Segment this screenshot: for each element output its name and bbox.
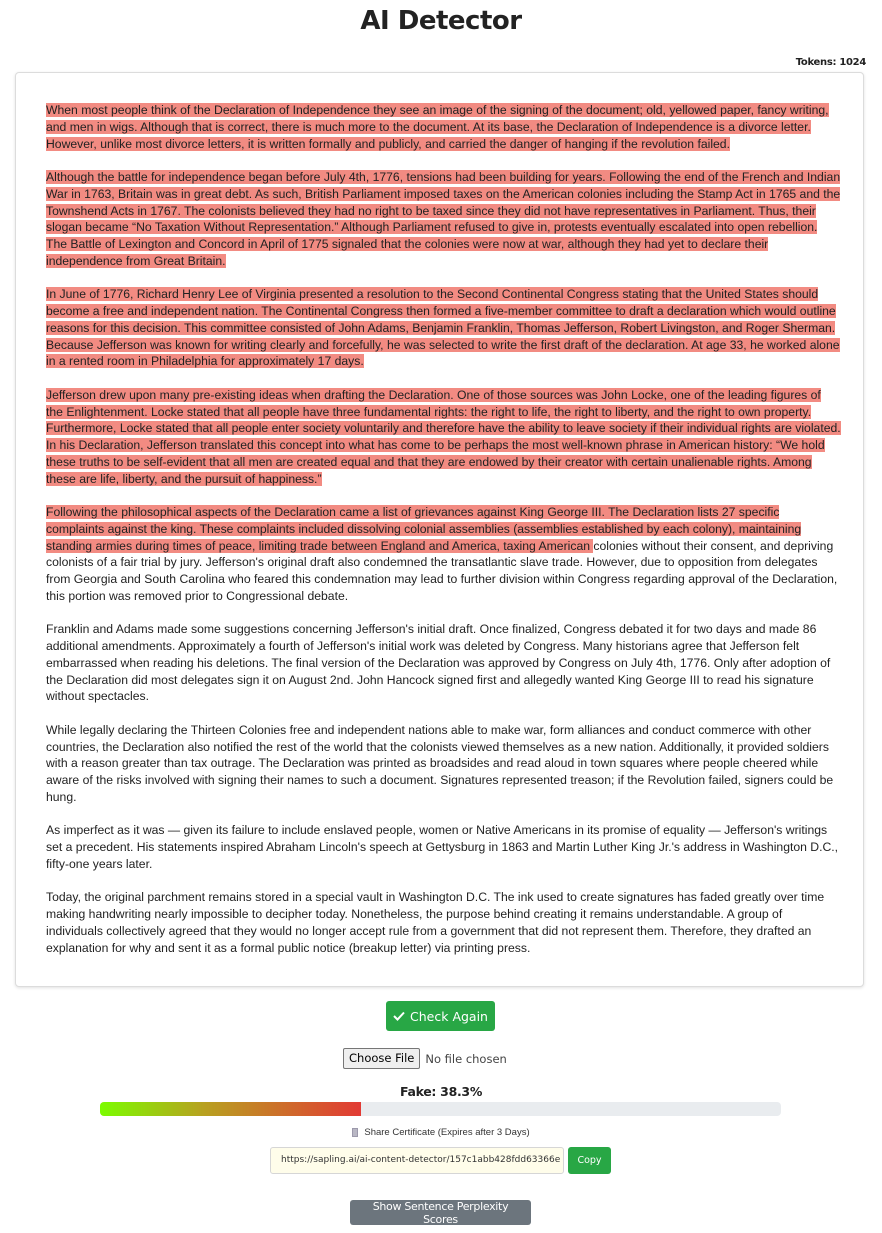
check-again-button[interactable] bbox=[386, 1001, 495, 1031]
ai-highlighted-text: Following the philosophical aspects of the Declaration came a list of grievances against King George III. The Declaration lists 27 specific complaints against the king. These complaints included dissolving colonial assemblies (assemblies established by each colony), maintaining standing armies during times of peace, limiting trade between England and America, taxing American bbox=[46, 505, 802, 553]
editor-paragraph bbox=[46, 889, 841, 956]
document-icon bbox=[352, 1128, 358, 1137]
share-certificate-label: Share Certificate (Expires after 3 Days) bbox=[364, 1127, 530, 1138]
fake-score-bar-fill bbox=[100, 1102, 361, 1116]
editor-paragraph bbox=[46, 504, 841, 605]
editor-paragraph bbox=[46, 387, 841, 488]
editor-paragraph bbox=[46, 169, 841, 270]
editor-paragraph bbox=[46, 621, 841, 705]
editor-paragraph bbox=[46, 286, 841, 370]
editor-paragraph bbox=[46, 102, 841, 152]
check-icon bbox=[393, 1009, 405, 1024]
ai-highlighted-text: When most people think of the Declaration of Independence they see an image of the signing of the document; old, yellowed paper, fancy writing, and men in wigs. Although that is correct, there is much more to the document. At its base, the Declaration of Independence is a divorce letter. However, unlike most divorce letters, it is written formally and publicly, and carried the danger of hanging if the revolution failed. bbox=[46, 103, 829, 151]
page-title: AI Detector bbox=[360, 6, 522, 36]
token-count: Tokens: 1024 bbox=[795, 57, 866, 68]
choose-file-button[interactable]: Choose File bbox=[343, 1048, 420, 1069]
text-editor-card bbox=[15, 72, 864, 987]
editor-paragraph bbox=[46, 822, 841, 872]
plain-text: colonies without their consent, and depriving colonists of a fair trial by jury. Jefferson's original draft also condemned the transatlantic slave trade. However, due to opposition from delegates from Georgia and South Carolina who feared this condemnation may lead to further division within Congress regarding approval of the Declaration, this portion was removed prior to Congressional debate. bbox=[46, 538, 838, 603]
show-perplexity-button[interactable]: Show Sentence Perplexity Scores bbox=[350, 1200, 531, 1225]
fake-score-bar bbox=[100, 1102, 781, 1116]
text-editor[interactable] bbox=[46, 102, 841, 973]
plain-text: While legally declaring the Thirteen Colonies free and independent nations able to make war, form alliances and conduct commerce with other countries, the Declaration also notified the rest of the world that the colonists viewed themselves as a new nation. Additionally, it provided soldiers with a reason greater than tax outrage. The Declaration was printed as broadsides and read aloud in town squares where people cheered while aware of the risks involved with signing their names to such a document. Signatures represented treason; if the Revolution failed, signers could be hung. bbox=[46, 722, 834, 804]
copy-button[interactable]: Copy bbox=[568, 1147, 611, 1174]
fake-score-label: Fake: 38.3% bbox=[399, 1084, 483, 1099]
file-upload bbox=[343, 1048, 507, 1069]
plain-text: Today, the original parchment remains stored in a special vault in Washington D.C. The ink used to create signatures has faded greatly over time making handwriting nearly impossible to decipher today. Nonetheless, the purpose behind creating it remains understandable. A group of individuals collectively agreed that they would no longer accept rule from a government that did not represent them. Therefore, they drafted an explanation for why and sent it as a formal public notice (breakup letter) via printing press. bbox=[46, 890, 825, 955]
share-certificate bbox=[0, 1127, 882, 1138]
ai-highlighted-text: Jefferson drew upon many pre-existing ideas when drafting the Declaration. One of those sources was John Locke, one of the leading figures of the Enlightenment. Locke stated that all people have three fundamental rights: the right to life, the right to liberty, and the right to own property. Furthermore, Locke stated that all people enter society voluntarily and therefore have the ability to leave society if their individual rights are violated. In his Declaration, Jefferson translated this concept into what has come to be perhaps the most well-known phrase in American history: “We hold these truths to be self-evident that all men are created equal and that they are endowed by their creator with certain unalienable rights. Among these are life, liberty, and the pursuit of happiness.” bbox=[46, 387, 841, 486]
plain-text: As imperfect as it was — given its failure to include enslaved people, women or Native Americans in its promise of equality — Jefferson's writings set a precedent. His statements inspired Abraham Lincoln's speech at Gettysburg in 1863 and Martin Luther King Jr.'s address in Washington D.C., fifty-one years later. bbox=[46, 823, 839, 871]
file-status: No file chosen bbox=[425, 1051, 507, 1066]
check-again-label: Check Again bbox=[410, 1008, 488, 1024]
plain-text: Franklin and Adams made some suggestions concerning Jefferson's initial draft. Once finalized, Congress debated it for two days and made 86 additional amendments. Approximately a fourth of Jefferson's initial work was deleted by Congress. Many historians agree that Jefferson felt embarrassed when reading his deletions. The final version of the Declaration was approved by Congress on July 4th, 1776. Only after adoption of the Declaration did most delegates sign it on August 2nd. John Hancock signed first and allegedly wanted King George III to read his signature without spectacles. bbox=[46, 622, 831, 704]
ai-highlighted-text: Although the battle for independence began before July 4th, 1776, tensions had been building for years. Following the end of the French and Indian War in 1763, Britain was in great debt. As such, British Parliament imposed taxes on the American colonies including the Stamp Act in 1765 and the Townshend Acts in 1767. The colonists believed they had no right to be taxed since they did not have representatives in Parliament. Thus, their slogan became “No Taxation Without Representation.” Although Parliament refused to give in, protests eventually escalated into open rebellion. The Battle of Lexington and Concord in April of 1775 signaled that the colonies were now at war, although they had yet to declare their independence from Great Britain. bbox=[46, 170, 841, 268]
editor-paragraph bbox=[46, 722, 841, 806]
share-url-input[interactable]: https://sapling.ai/ai-content-detector/157c1abb428fdd63366e bbox=[270, 1147, 564, 1174]
ai-highlighted-text: In June of 1776, Richard Henry Lee of Virginia presented a resolution to the Second Continental Congress stating that the United States should become a free and independent nation. The Continental Congress then formed a five-member committee to draft a declaration which would outline reasons for this decision. This committee consisted of John Adams, Benjamin Franklin, Thomas Jefferson, Robert Livingston, and Roger Sherman. Because Jefferson was known for writing clearly and forcefully, he was selected to write the first draft of the declaration. At age 33, he worked alone in a rented room in Philadelphia for approximately 17 days. bbox=[46, 287, 840, 369]
